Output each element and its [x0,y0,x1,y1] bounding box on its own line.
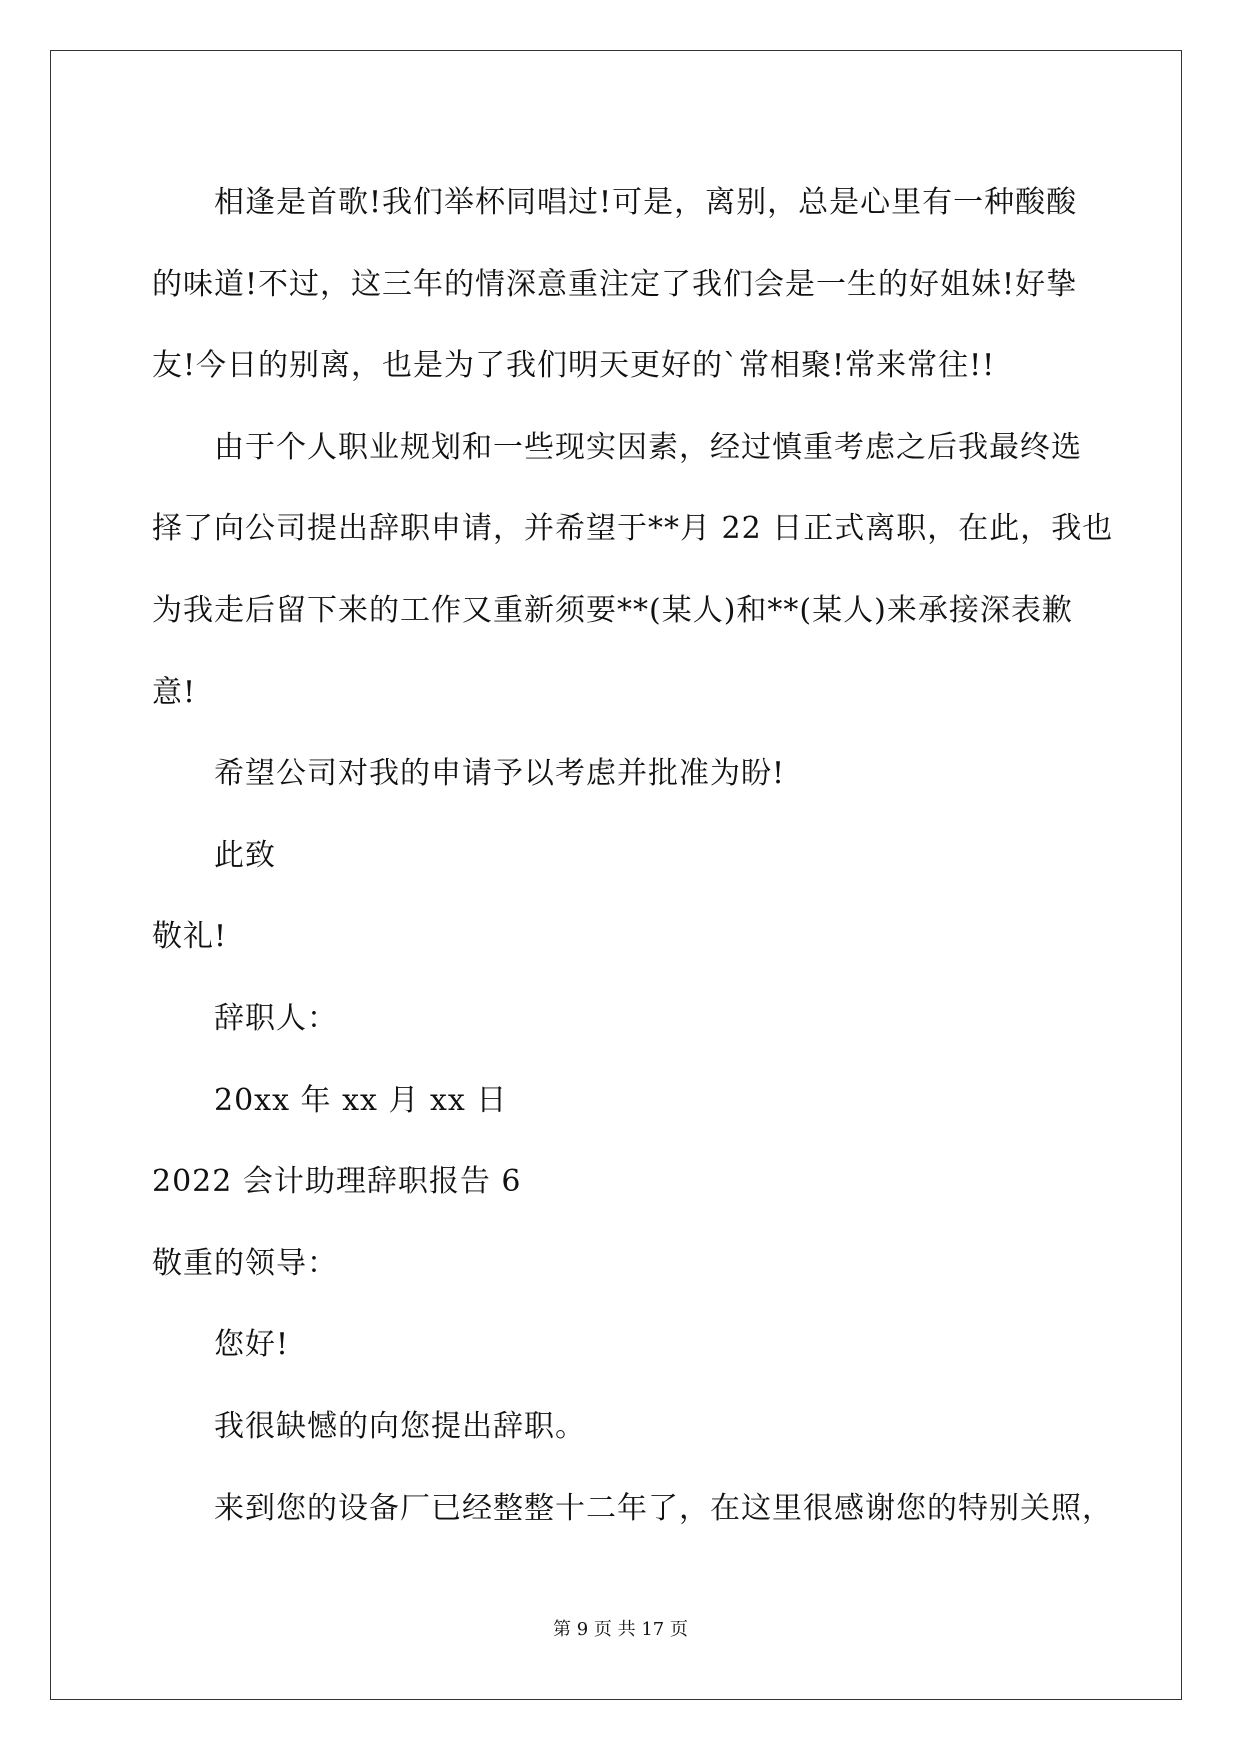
greeting-line: 您好! [214,1327,290,1363]
section-title: 2022 会计助理辞职报告 6 [152,1164,522,1200]
paragraph-line: 意! [152,674,197,710]
date-line: 20xx 年 xx 月 xx 日 [214,1082,508,1118]
paragraph-line: 由于个人职业规划和一些现实因素，经过慎重考虑之后我最终选 [214,429,1082,465]
paragraph-line: 相逢是首歌!我们举杯同唱过!可是，离别，总是心里有一种酸酸 [214,185,1078,220]
greeting-line: 敬重的领导： [152,1245,338,1281]
salutation-line: 此致 [214,837,276,873]
salutation-line: 敬礼! [152,919,228,955]
signature-line: 辞职人： [214,1000,338,1036]
paragraph-line: 友!今日的别离，也是为了我们明天更好的`常相聚!常来常往!! [152,348,996,384]
paragraph-line: 来到您的设备厂已经整整十二年了，在这里很感谢您的特别关照， [214,1490,1113,1526]
page-number: 第 9 页 共 17 页 [553,1619,688,1640]
paragraph-line: 希望公司对我的申请予以考虑并批准为盼! [214,756,786,792]
paragraph-line: 择了向公司提出辞职申请，并希望于**月 22 日正式离职，在此，我也 [152,511,1114,547]
paragraph-line: 我很缺憾的向您提出辞职。 [214,1408,586,1444]
document-body [152,162,1114,1549]
paragraph-line: 的味道!不过，这三年的情深意重注定了我们会是一生的好姐妹!好挚 [152,266,1078,302]
paragraph-line: 为我走后留下来的工作又重新须要**(某人)和**(某人)来承接深表歉 [152,592,1073,628]
